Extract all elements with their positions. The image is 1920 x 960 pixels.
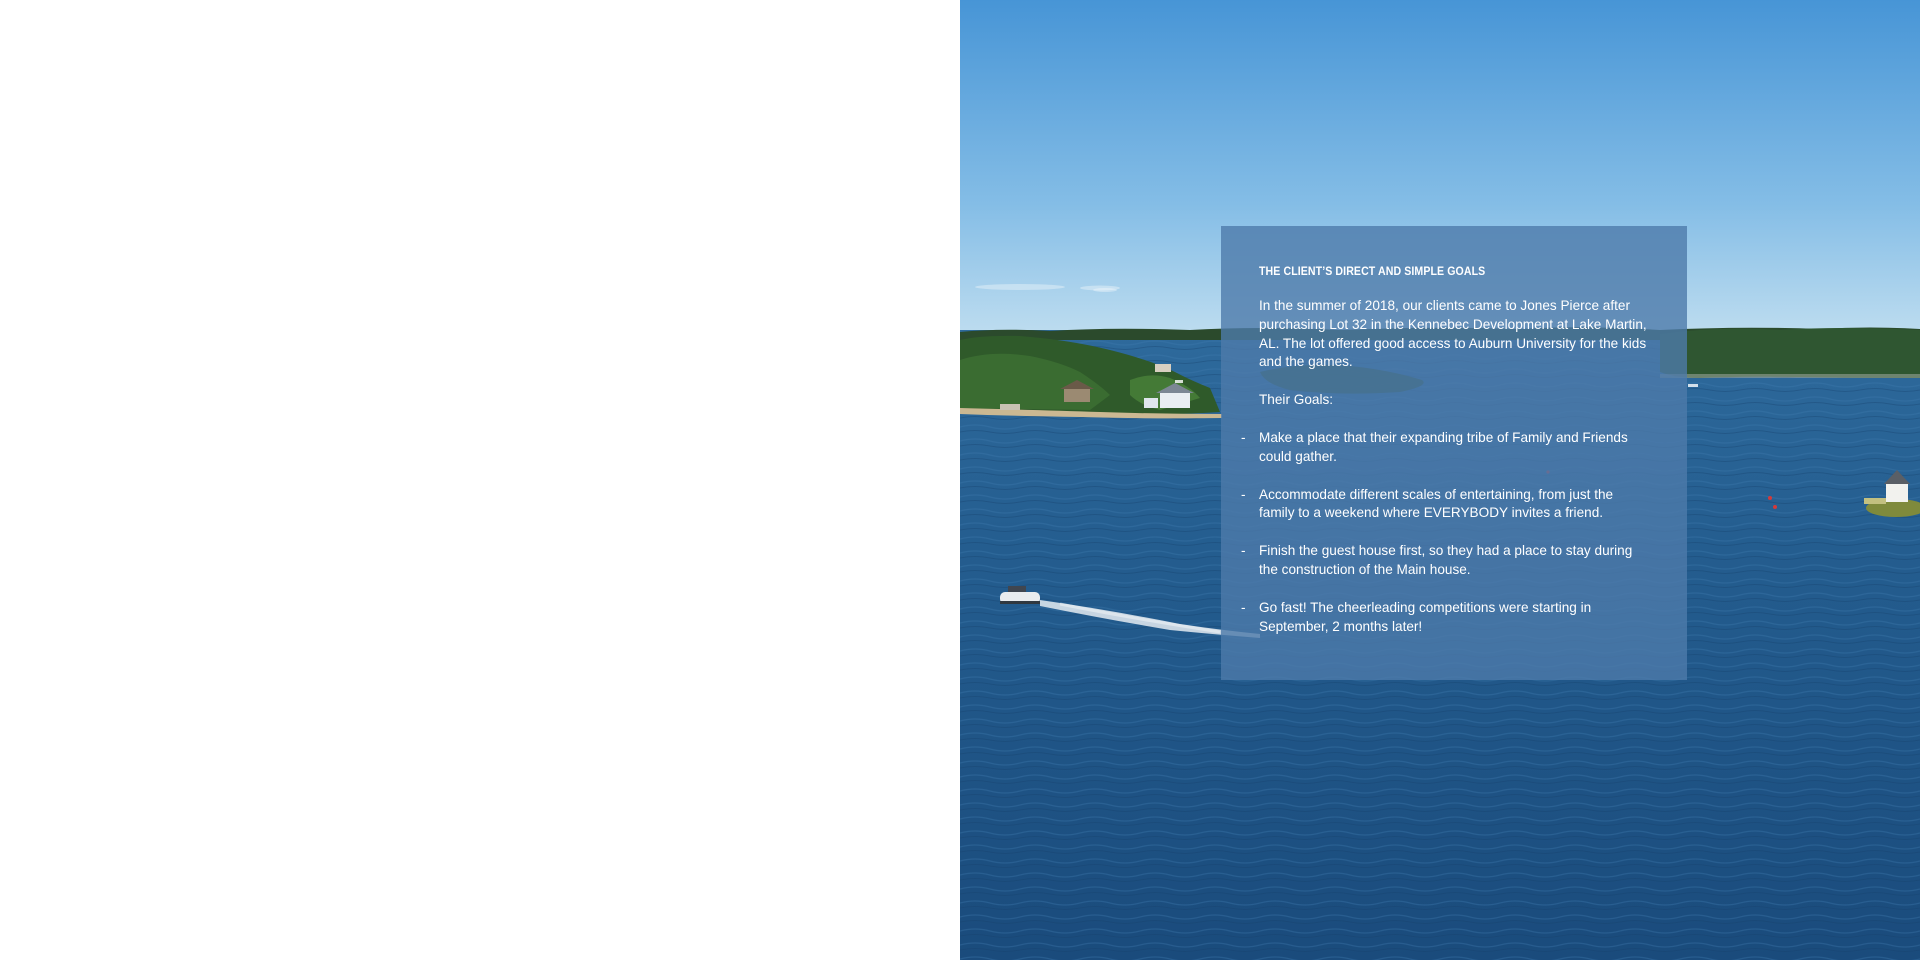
goals-label: Their Goals: (1259, 392, 1334, 408)
bullet-dash: - (1241, 486, 1246, 502)
goal-text: Finish the guest house first, so they had a place to stay during the construction of the Main house. (1259, 543, 1633, 577)
goal-item (1241, 429, 1651, 467)
bullet-dash: - (1241, 543, 1246, 559)
goal-item (1241, 486, 1651, 524)
goal-item (1241, 599, 1651, 637)
goal-text: Go fast! The cheerleading competitions were starting in September, 2 months later! (1259, 599, 1592, 634)
goal-text: Make a place that their expanding tribe of Family and Friends could gather. (1259, 429, 1628, 464)
goal-item (1241, 542, 1651, 580)
bullet-dash: - (1241, 429, 1246, 445)
goal-text: Accommodate different scales of entertaining, from just the family to a weekend where EVERYBODY invites a friend. (1259, 486, 1614, 521)
bullet-dash: - (1241, 599, 1246, 615)
right-page (960, 0, 1920, 960)
goals-list (1241, 429, 1651, 636)
right-treeline (1660, 328, 1920, 378)
intro-paragraph: In the summer of 2018, our clients came to Jones Pierce after purchasing Lot 32 in the Kennebec Development at Lake Martin, AL. The lot offered good access to Auburn University for the kids and the games. (1259, 298, 1647, 370)
panel-heading: THE CLIENT’S DIRECT AND SIMPLE GOALS (1259, 266, 1486, 278)
client-goals-panel (1221, 226, 1687, 680)
